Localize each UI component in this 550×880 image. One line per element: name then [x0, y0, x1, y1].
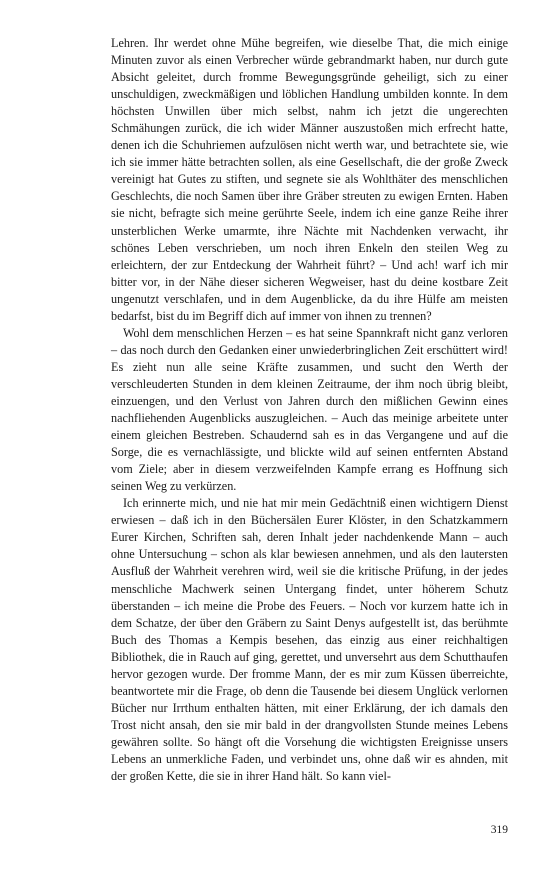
body-text [111, 35, 508, 785]
paragraph-1: Lehren. Ihr werdet ohne Mühe begreifen, wie dieselbe That, die mich einige Minuten zuvor als einen Verbrecher würde gebrandmarkt haben, nur durch gute Absicht geleitet, durch fromme Bewegungsgründe geheiligt, sich zu einer unschuldigen, zweckmäßigen und löblichen Handlung umbilden konnte. In dem höchsten Unwillen über mich selbst, nahm ich jetzt die ungerechten Schmähungen zurück, die ich wider Männer auszustoßen mich erfrecht hatte, denen ich die Schuhriemen aufzulösen nicht werth war, und betrachtete sie, wie ich sie immer hätte betrachten sollen, als eine Gesellschaft, die der große Zweck vereinigt hat Gutes zu stiften, und segnete sie als Wohlthäter des menschlichen Geschlechts, die noch Samen über ihre Gräber streuten zu ewigen Ernten. Haben sie nicht, befragte sich meine gerührte Seele, indem ich eine ganze Reihe ihrer unsterblichen Werke umarmte, ihre Nächte mit Nachdenken verwacht, ihr schönes Leben verschrieben, um noch ihren Enkeln den steilen Weg zu erleichtern, der zur Entdeckung der Wahrheit führt? – Und ach! warf ich mir bitter vor, in der Nähe dieser sicheren Wegweiser, hast du deine kostbare Zeit ungenutzt verschlafen, und in dem Augenblicke, da du ihre Hülfe am meisten bedarfst, bist du im Begriff dich auf immer von ihnen zu trennen? [111, 36, 508, 323]
paragraph-2: Wohl dem menschlichen Herzen – es hat seine Spannkraft nicht ganz verloren – das noch durch den Gedanken einer unwiederbringlichen Zeit erschüttert wird! Es zieht nun alle seine Kräfte zusammen, und sucht den Werth der verschleuderten Stunden in dem kleinen Zeitraume, der ihm noch übrig bleibt, einzuengen, und den Verlust von Jahren durch den mißlichen Gewinn eines nachfliehenden Augenblicks auszugleichen. – Auch das meinige arbeitete unter einem gleichen Bestreben. Schaudernd sah es in das Vergangene und auf die Sorge, die es vernachlässigte, und blickte wild auf seinen entfernten Abstand vom Ziele; aber in diesem verzweifelnden Kampfe errang es Hoffnung sich seinen Weg zu verkürzen. [111, 325, 508, 494]
paragraph-3: Ich erinnerte mich, und nie hat mir mein Gedächtniß einen wichtigern Dienst erwiesen – daß ich in den Büchersälen Eurer Klöster, in den Schatzkammern Eurer Kirchen, Schriften sah, deren Inhalt jeder nachdenkende Mann – auch ohne Untersuchung – schon als klar bewiesen annehmen, und als den lautersten Ausfluß der Wahrheit verehren wird, weil sie die kritische Prüfung, in der jedes menschliche Machwerk seinen Untergang findet, unter höherem Schutz überstanden – ich meine die Probe des Feuers. – Noch vor kurzem hatte ich in dem Schatze, der über den Gräbern zu Saint Denys aufgestellt ist, das berühmte Buch des Thomas a Kempis besehen, das einzig aus einer reichhaltigen Bibliothek, die in Rauch auf ging, gerettet, und unversehrt aus dem Schutthaufen hervor gezogen wurde. Der fromme Mann, der es mir zum Küssen überreichte, beantwortete mir die Frage, ob denn die Tausende bei diesem Unglück verlornen Bücher nur Irrthum enthalten hätten, mit einer Erklärung, der ich damals den Trost nicht ansah, den sie mir bald in der drangvollsten Stunde meines Lebens gewähren sollte. So hängt oft die Vorsehung die wichtigsten Ereignisse unsers Lebens an unmerkliche Faden, und verbindet uns, ohne daß wir es ahnden, mit der großen Kette, die sie in ihrer Hand hält. So kann viel- [111, 496, 508, 784]
page-number: 319 [490, 824, 508, 836]
